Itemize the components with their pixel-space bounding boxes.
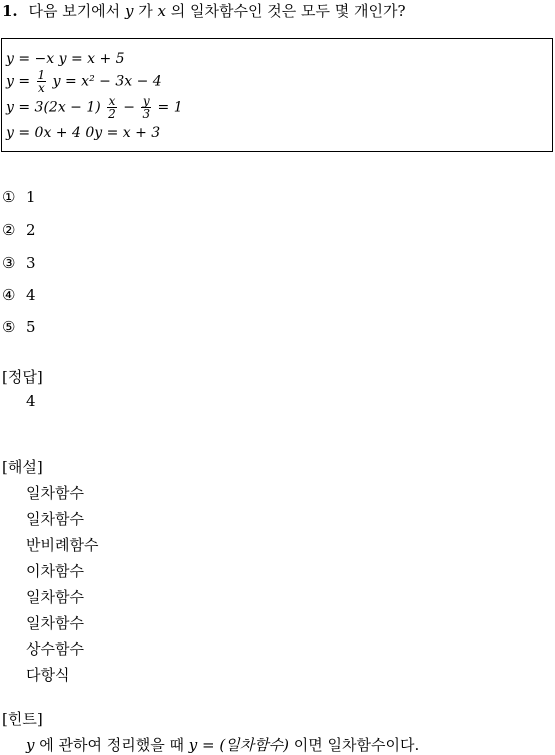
frac-num: y [142, 94, 150, 108]
explanation-item: 일차함수 [26, 614, 84, 632]
question-line [2, 0, 406, 21]
hint-text-1: 에 관하여 정리했을 때 [39, 736, 184, 754]
fraction-y-over-3 [141, 95, 151, 120]
choice-5[interactable] [2, 318, 36, 336]
frac-den: 3 [142, 107, 151, 121]
frac-den: x [37, 81, 45, 95]
frac-num: x [108, 94, 116, 108]
box-line-4: y = 0x + 4 0y = x + 3 [6, 125, 161, 141]
explanation-item: 일차함수 [26, 484, 84, 502]
choice-1[interactable] [2, 188, 36, 206]
box-line-3 [6, 95, 183, 120]
choice-mark: ① [2, 188, 16, 206]
question-text-3: 의 일차함수인 것은 모두 몇 개인가? [170, 2, 406, 20]
choice-4[interactable] [2, 286, 36, 304]
box-line-2 [6, 69, 162, 94]
question-var-x: x [157, 2, 166, 20]
hint-label: [힌트] [2, 710, 43, 728]
choice-value: 5 [26, 318, 36, 336]
hint-equation: y = (일차함수) [188, 736, 290, 754]
question-var-y: y [124, 2, 134, 20]
choice-mark: ⑤ [2, 318, 16, 336]
choice-value: 4 [26, 286, 36, 304]
question-number: 1. [2, 2, 18, 20]
minus-sign: − [123, 99, 135, 116]
explanation-item: 다항식 [26, 666, 70, 684]
example-box [1, 38, 553, 152]
choice-mark: ③ [2, 254, 16, 272]
choice-value: 3 [26, 254, 36, 272]
choice-2[interactable] [2, 221, 36, 239]
choice-value: 2 [26, 221, 36, 239]
question-text-1: 다음 보기에서 [28, 2, 121, 20]
answer-value: 4 [26, 392, 36, 410]
hint-text [26, 734, 419, 755]
frac-num: 1 [37, 68, 46, 82]
hint-text-2: 이면 일차함수이다. [293, 736, 420, 754]
explanation-item: 이차함수 [26, 562, 84, 580]
box-line-2-b: y = x² − 3x − 4 [52, 73, 162, 90]
box-line-3-a: y = 3(2x − 1) [6, 99, 101, 116]
box-line-3-b: = 1 [157, 99, 183, 116]
choice-value: 1 [26, 188, 36, 206]
explanation-label: [해설] [2, 458, 43, 476]
frac-den: 2 [108, 107, 116, 121]
explanation-item: 반비례함수 [26, 536, 99, 554]
explanation-item: 일차함수 [26, 588, 84, 606]
choice-3[interactable] [2, 254, 36, 272]
fraction-x-over-2 [107, 95, 117, 120]
explanation-item: 상수함수 [26, 640, 84, 658]
choice-mark: ④ [2, 286, 16, 304]
box-line-1: y = −x y = x + 5 [6, 51, 125, 67]
choice-mark: ② [2, 221, 16, 239]
box-line-2-a: y = [6, 73, 31, 90]
hint-var-y: y [26, 736, 35, 754]
explanation-item: 일차함수 [26, 510, 84, 528]
answer-label: [정답] [2, 368, 43, 386]
fraction-1-over-x [37, 69, 47, 94]
question-text-2: 가 [138, 2, 153, 20]
